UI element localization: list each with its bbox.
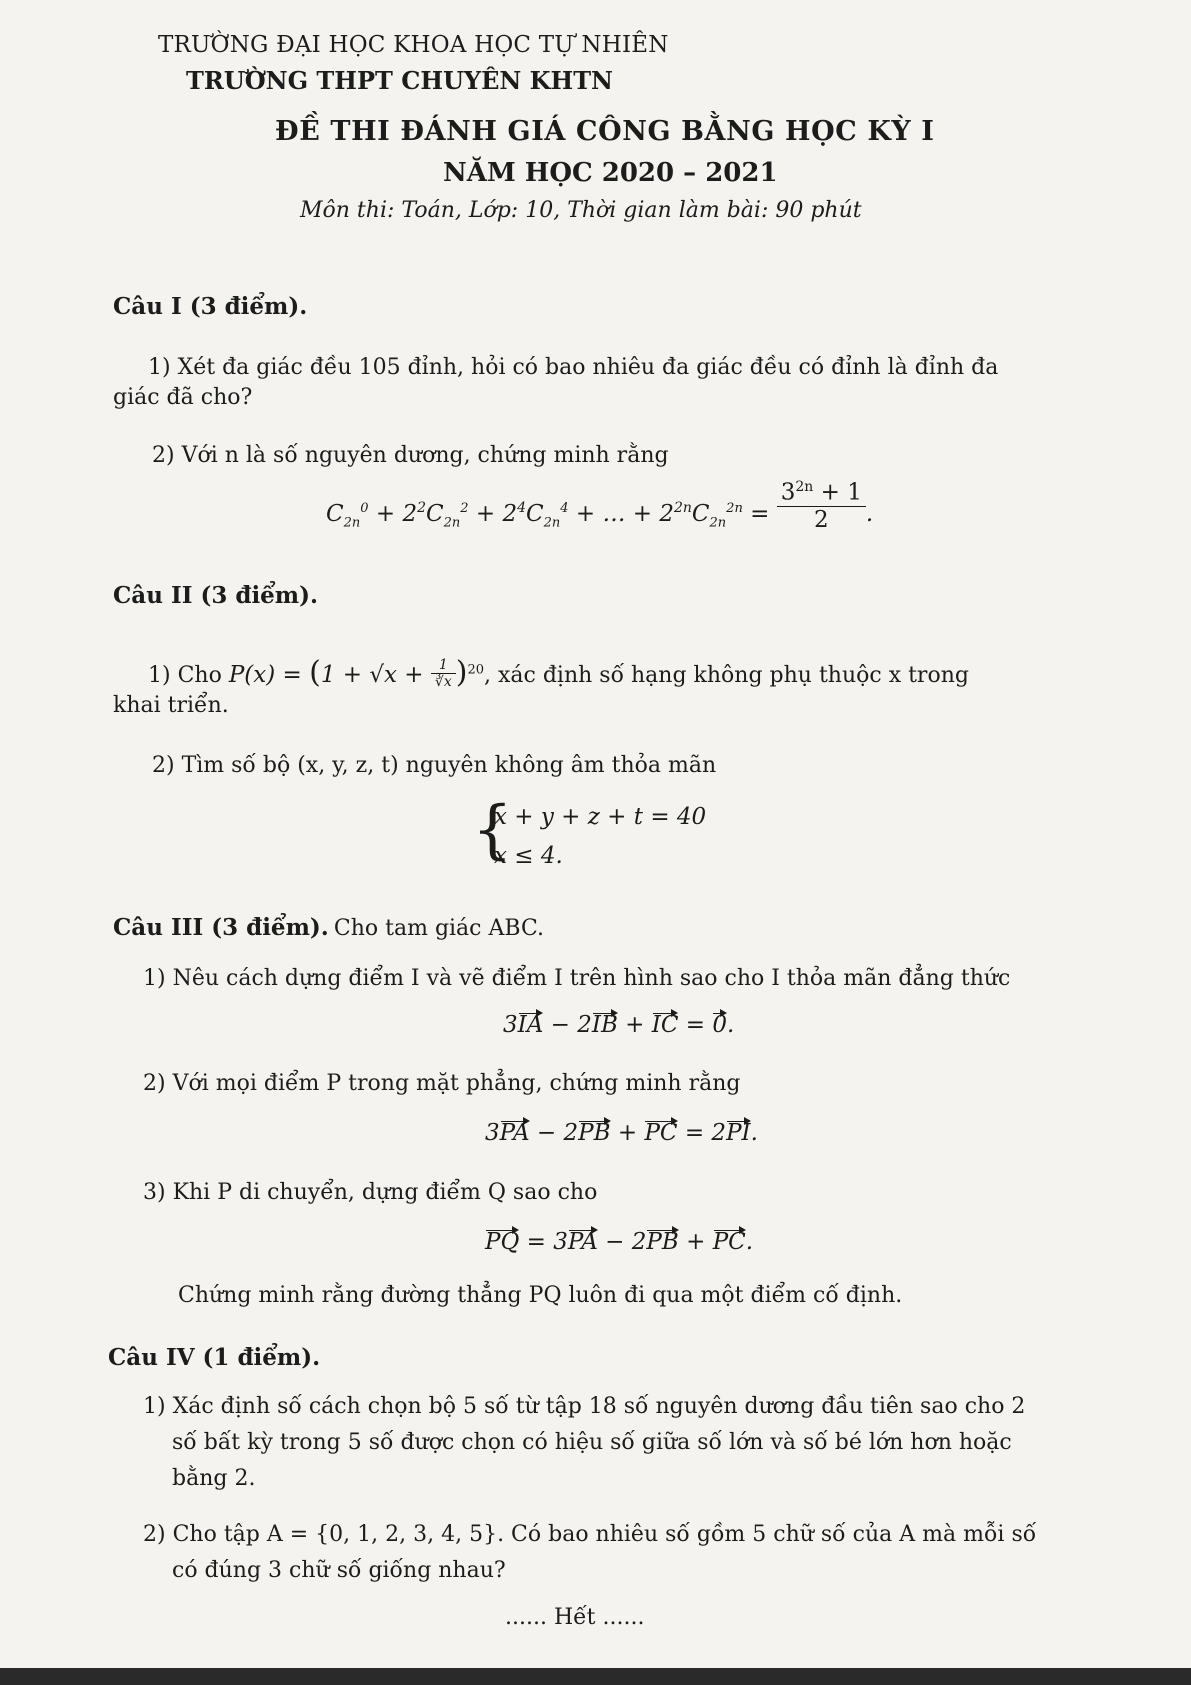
vector-equation-1: 3IA − 2IB + IC = 0.	[503, 1012, 735, 1038]
question-3-heading: Câu III (3 điểm).	[113, 914, 329, 941]
vector-equation-2: 3PA − 2PB + PC = 2PI.	[485, 1120, 758, 1146]
university-name: TRƯỜNG ĐẠI HỌC KHOA HỌC TỰ NHIÊN	[158, 32, 669, 58]
question-3-part-2: 2) Với mọi điểm P trong mặt phẳng, chứng minh rằng	[143, 1071, 741, 1096]
system-equation-1: x + y + z + t = 40	[494, 804, 707, 830]
question-2-part-1-prefix: 1) Cho	[148, 663, 222, 688]
vector-equation-3: PQ = 3PA − 2PB + PC.	[485, 1229, 754, 1255]
exam-title: ĐỀ THI ĐÁNH GIÁ CÔNG BẰNG HỌC KỲ I	[275, 116, 935, 147]
polynomial-expression: P(x) = (1 + √x + $\frac{1}{∛x}$ )$^{20}$	[228, 655, 484, 690]
question-2-part-1-line-2: khai triển.	[113, 693, 229, 718]
question-3-conclusion: Chứng minh rằng đường thẳng PQ luôn đi qua một điểm cố định.	[178, 1283, 903, 1308]
subject-line: Môn thi: Toán, Lớp: 10, Thời gian làm bài: 90 phút	[300, 198, 862, 223]
end-mark: ...... Hết ......	[505, 1605, 645, 1630]
scan-bottom-edge	[0, 1668, 1191, 1685]
question-4-part-2-line-1: 2) Cho tập A = {0, 1, 2, 3, 4, 5}. Có bao nhiêu số gồm 5 chữ số của A mà mỗi số	[143, 1522, 1037, 1547]
question-1-part-1-line-2: giác đã cho?	[113, 385, 253, 410]
question-3-heading-line	[113, 914, 544, 941]
question-2-heading: Câu II (3 điểm).	[113, 582, 319, 609]
question-4-part-2-line-2: có đúng 3 chữ số giống nhau?	[172, 1558, 506, 1583]
question-1-part-2: 2) Với n là số nguyên dương, chứng minh rằng	[152, 443, 669, 468]
question-2-part-1-suffix: , xác định số hạng không phụ thuộc x trong	[484, 663, 969, 688]
question-1-part-1-line-1: 1) Xét đa giác đều 105 đỉnh, hỏi có bao nhiêu đa giác đều có đỉnh là đỉnh đa	[148, 355, 999, 380]
question-4-part-1-line-2: số bất kỳ trong 5 số được chọn có hiệu số giữa số lớn và số bé lớn hơn hoặc	[172, 1430, 1012, 1455]
question-3-part-3: 3) Khi P di chuyển, dựng điểm Q sao cho	[143, 1180, 598, 1205]
school-name: TRƯỜNG THPT CHUYÊN KHTN	[186, 66, 613, 95]
school-year: NĂM HỌC 2020 – 2021	[443, 158, 778, 188]
question-4-part-1-line-3: bằng 2.	[172, 1466, 256, 1491]
question-2-part-1	[148, 655, 969, 690]
question-3-part-1: 1) Nêu cách dựng điểm I và vẽ điểm I trên hình sao cho I thỏa mãn đẳng thức	[143, 966, 1011, 991]
question-1-heading: Câu I (3 điểm).	[113, 293, 308, 320]
question-4-heading: Câu IV (1 điểm).	[108, 1344, 321, 1371]
binomial-identity-formula: $C_{2n}^0 + 2^2C_{2n}^2 + 2^4C_{2n}^4$ + … + $2^{2n}C_{2n}^{2n}$ = $\frac{3^{2n} + 1}{2}$ .	[326, 479, 874, 533]
system-brace-icon: {	[472, 793, 513, 867]
question-2-part-2: 2) Tìm số bộ (x, y, z, t) nguyên không âm thỏa mãn	[152, 753, 717, 778]
question-4-part-1-line-1: 1) Xác định số cách chọn bộ 5 số từ tập 18 số nguyên dương đầu tiên sao cho 2	[143, 1394, 1026, 1419]
system-equation-2: x ≤ 4.	[494, 843, 563, 869]
question-3-intro: Cho tam giác ABC.	[333, 916, 544, 941]
